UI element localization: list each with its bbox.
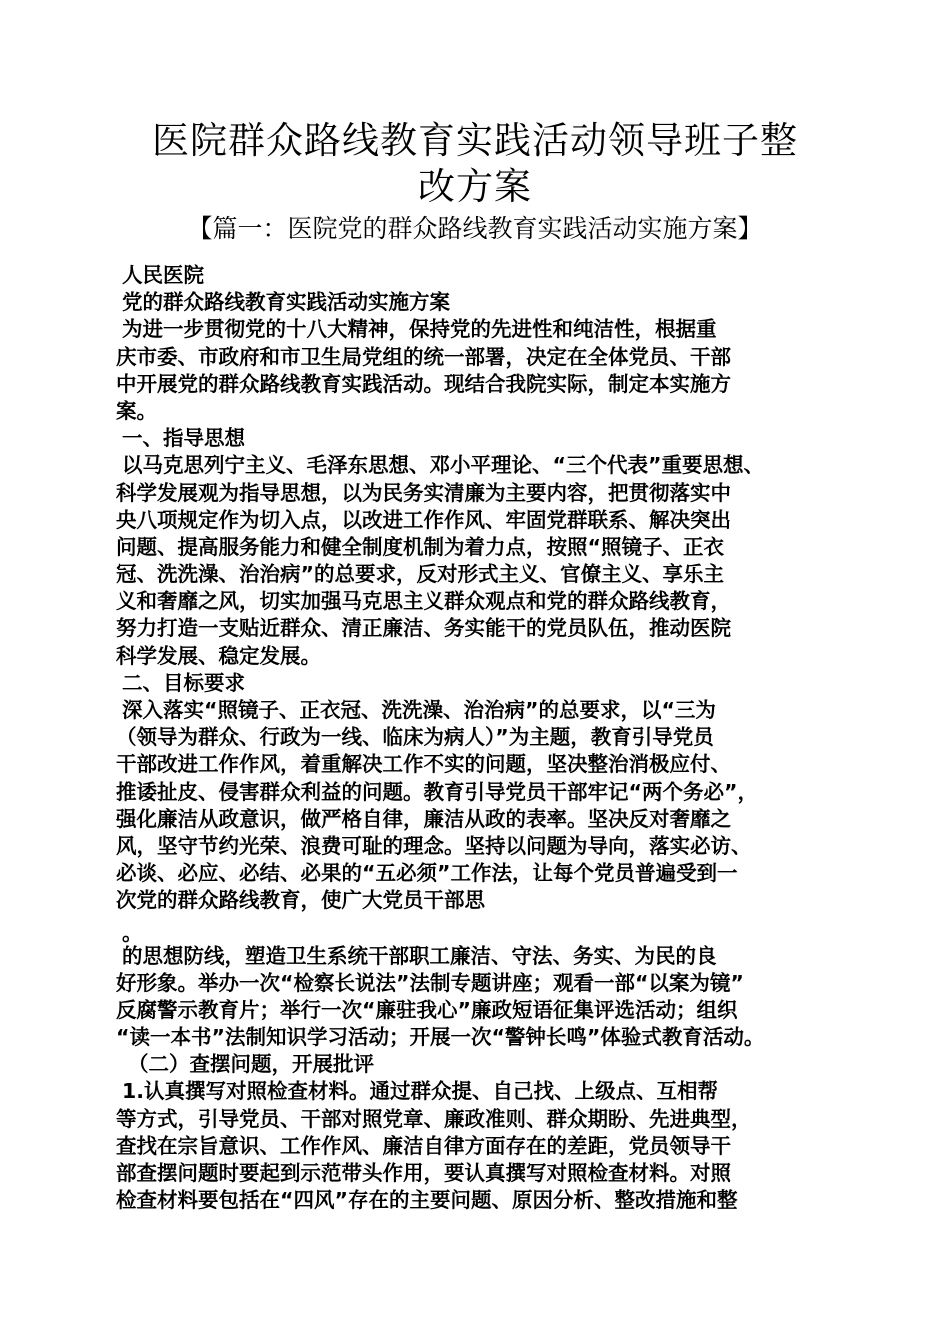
- document-subtitle: 【篇一：医院党的群众路线教育实践活动实施方案】: [187, 214, 763, 243]
- body-line: 等方式，引导党员、干部对照党章、廉政准则、群众期盼、先进典型，: [116, 1106, 752, 1131]
- body-line: 风，坚守节约光荣、浪费可耻的理念。坚持以问题为导向，落实必访、: [116, 833, 752, 858]
- body-line: 科学发展观为指导思想，以为民务实清廉为主要内容，把贯彻落实中: [116, 480, 731, 505]
- body-line: 中开展党的群众路线教育实践活动。现结合我院实际，制定本实施方: [116, 371, 731, 396]
- section-heading: 一、指导思想: [122, 426, 245, 451]
- body-line: 义和奢靡之风，切实加强马克思主义群众观点和党的群众路线教育，: [116, 589, 731, 614]
- body-line: 央八项规定作为切入点，以改进工作作风、牢固党群联系、解决突出: [116, 507, 731, 532]
- body-line: 人民医院: [122, 263, 204, 287]
- body-line: 的思想防线，塑造卫生系统干部职工廉洁、守法、务实、为民的良: [122, 943, 717, 968]
- title-line-1: 医院群众路线教育实践活动领导班子整: [152, 119, 798, 162]
- body-line: 努力打造一支贴近群众、清正廉洁、务实能干的党员队伍，推动医院: [116, 616, 731, 641]
- title-line-2: 改方案: [418, 165, 532, 208]
- body-line: 为进一步贯彻党的十八大精神，保持党的先进性和纯洁性，根据重: [122, 317, 717, 342]
- body-line: 部查摆问题时要起到示范带头作用，要认真撰写对照检查材料。对照: [116, 1161, 731, 1185]
- body-line: 。: [122, 922, 143, 943]
- body-line: （领导为群众、行政为一线、临床为病人）”为主题，教育引导党员: [116, 725, 714, 750]
- body-line: 次党的群众路线教育，使广大党员干部思: [116, 888, 485, 913]
- body-line: 庆市委、市政府和市卫生局党组的统一部署，决定在全体党员、干部: [116, 344, 731, 369]
- body-line: 案。: [116, 398, 157, 423]
- body-line: 冠、洗洗澡、治治病”的总要求，反对形式主义、官僚主义、享乐主: [116, 562, 724, 587]
- body-line: 深入落实“照镜子、正衣冠、洗洗澡、治治病”的总要求，以“三为: [122, 698, 716, 722]
- body-line: 科学发展、稳定发展。: [116, 643, 321, 668]
- section-heading: 二、目标要求: [122, 670, 245, 695]
- body-line: 查找在宗旨意识、工作作风、廉洁自律方面存在的差距，党员领导干: [116, 1133, 731, 1158]
- body-line: 1.认真撰写对照检查材料。通过群众提、自己找、上级点、互相帮: [122, 1079, 719, 1104]
- body-line: 强化廉洁从政意识，做严格自律，廉洁从政的表率。坚决反对奢靡之: [116, 806, 731, 831]
- body-line: 问题、提高服务能力和健全制度机制为着力点，按照“照镜子、正衣: [116, 534, 724, 559]
- body-line: 党的群众路线教育实践活动实施方案: [122, 290, 450, 315]
- body-line: 检查材料要包括在“四风”存在的主要问题、原因分析、整改措施和整: [116, 1188, 738, 1213]
- document-body: [116, 262, 844, 1214]
- body-line: 推诿扯皮、侵害群众利益的问题。教育引导党员干部牢记“两个务必”，: [116, 779, 758, 804]
- body-line: 干部改进工作作风，着重解决工作不实的问题，坚决整治消极应付、: [116, 752, 731, 777]
- body-line: 反腐警示教育片；举行一次“廉驻我心”廉政短语征集评选活动；组织: [116, 997, 738, 1022]
- document-title: [110, 118, 840, 210]
- section-heading: （二）查摆问题，开展批评: [128, 1052, 374, 1077]
- body-line: “读一本书”法制知识学习活动；开展一次“警钟长鸣”体验式教育活动。: [116, 1025, 765, 1050]
- body-line: 以马克思列宁主义、毛泽东思想、邓小平理论、“三个代表”重要思想、: [122, 453, 764, 478]
- body-line: 必谈、必应、必结、必果的“五必须”工作法，让每个党员普遍受到一: [116, 861, 738, 886]
- body-line: 好形象。举办一次“检察长说法”法制专题讲座；观看一部“以案为镜”: [116, 970, 744, 995]
